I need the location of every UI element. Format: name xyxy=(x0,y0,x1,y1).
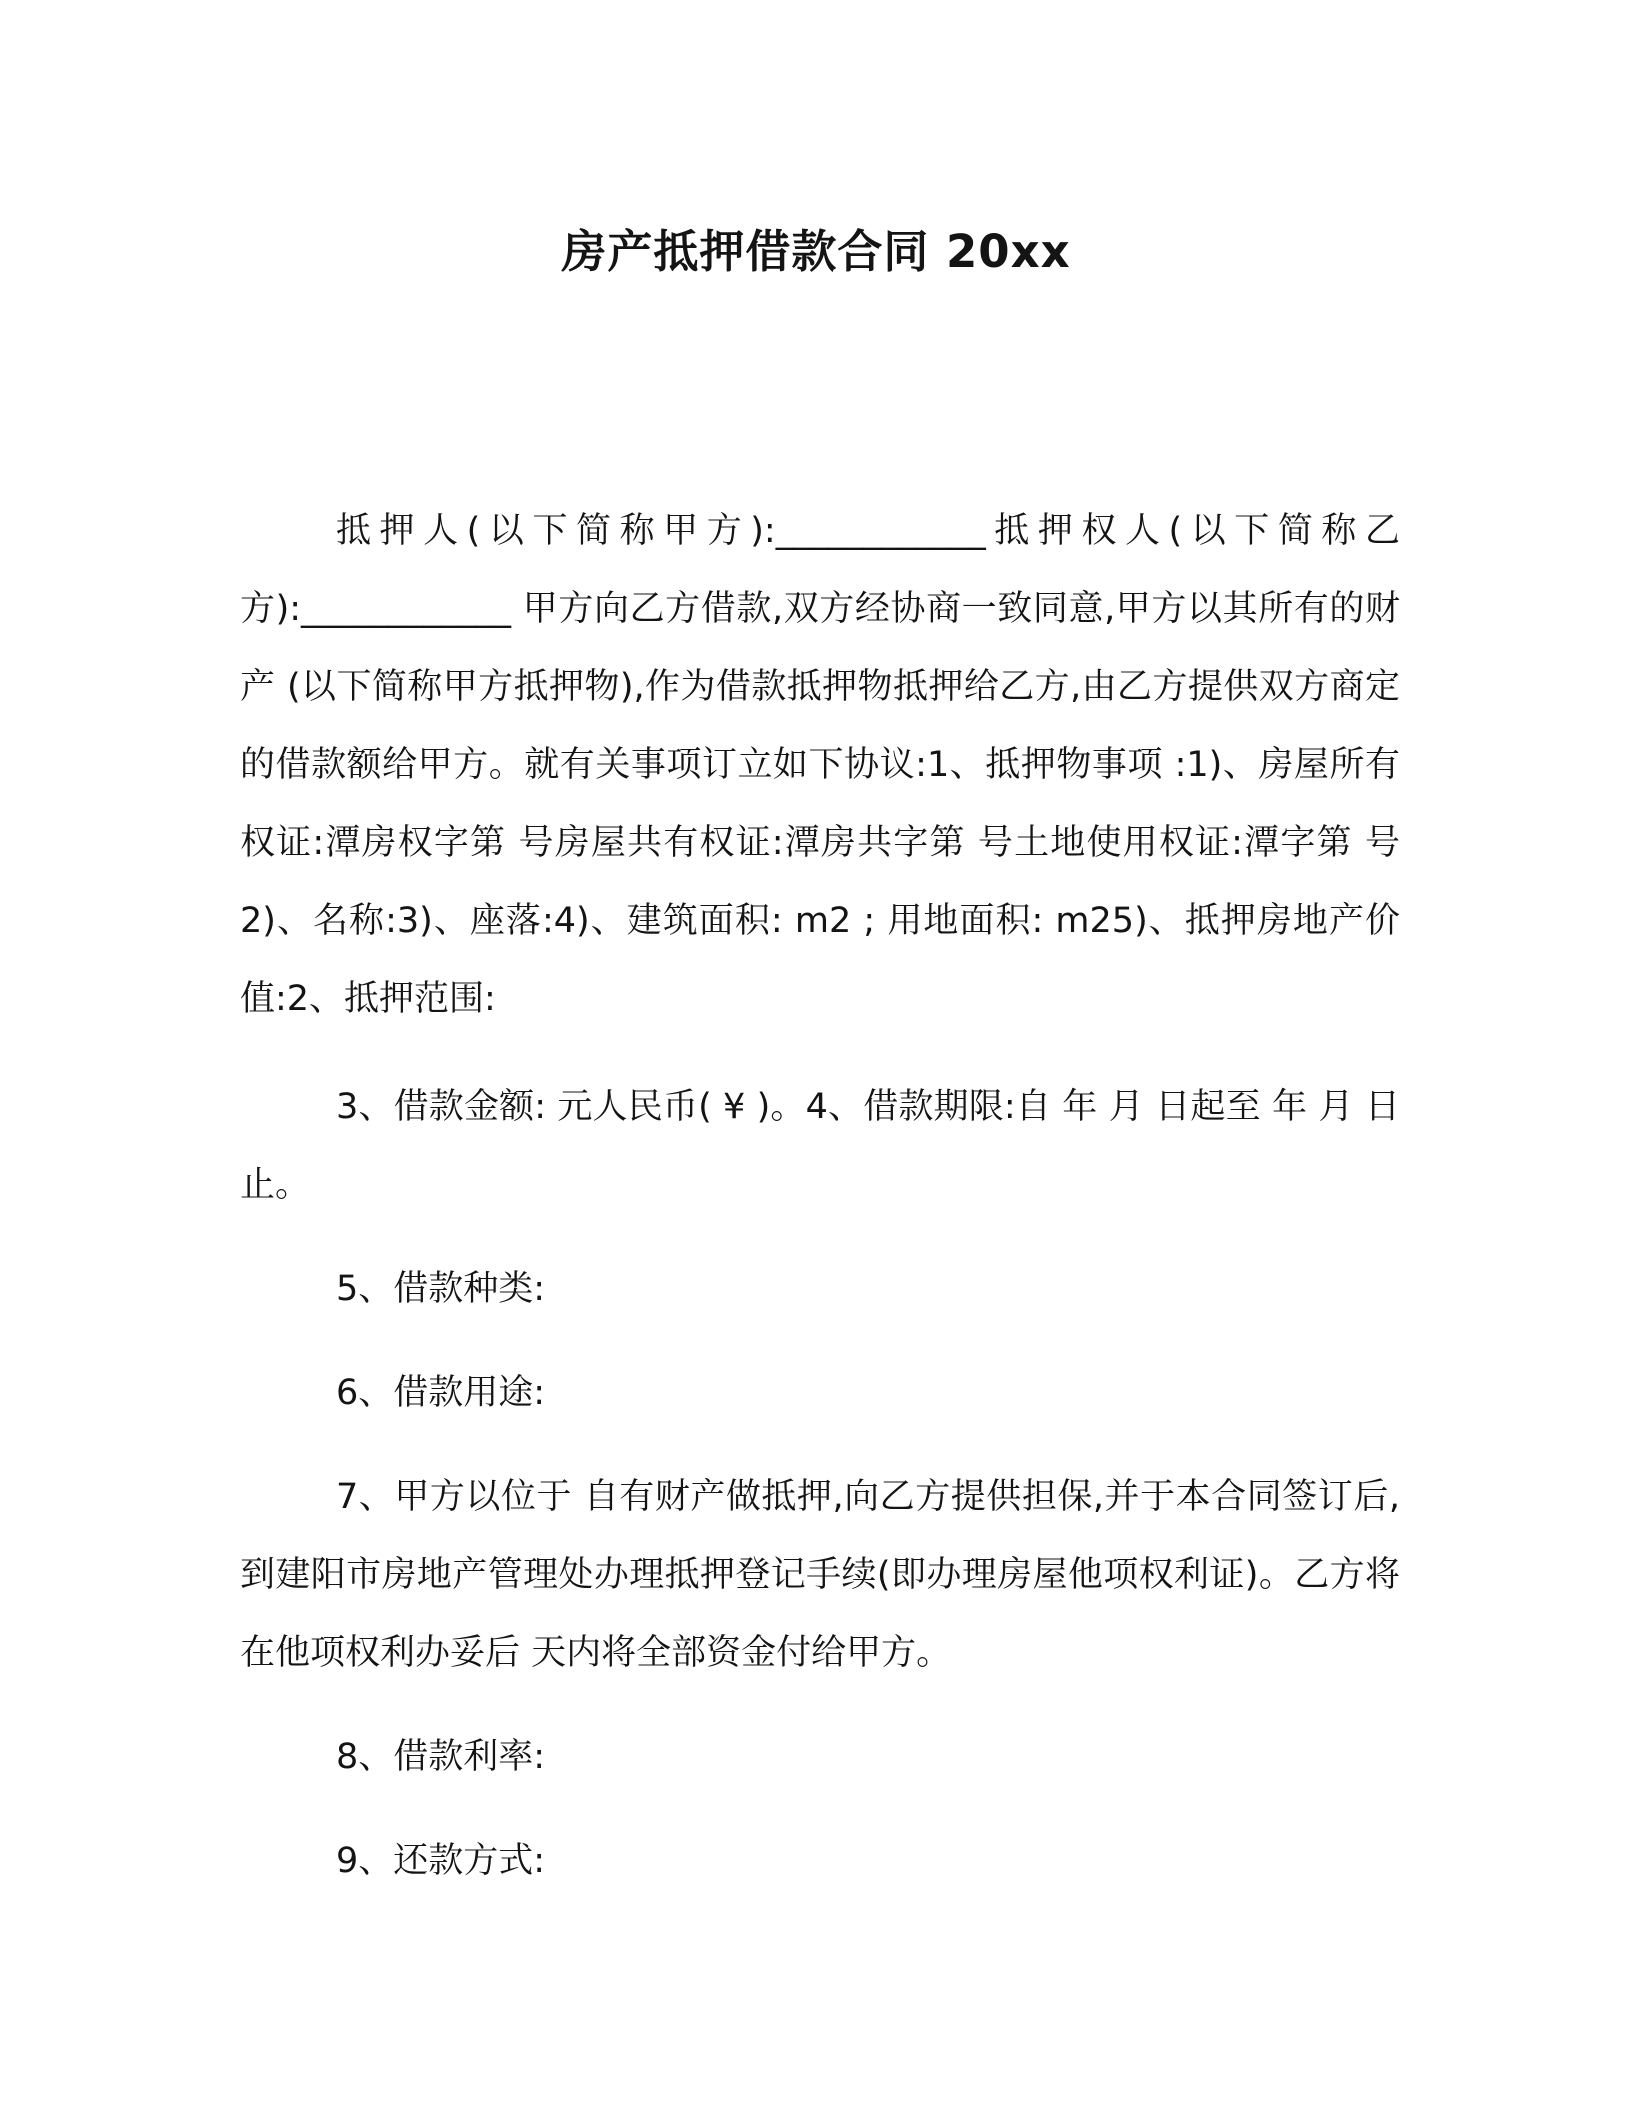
paragraph-interest-rate: 8、借款利率: xyxy=(336,1737,546,1777)
paragraph-loan-amount-term: 3、借款金额: 元人民币( ¥ )。4、借款期限:自 年 月 日起至 年 月 日止。 xyxy=(240,1087,1400,1205)
paragraph-loan-type: 5、借款种类: xyxy=(336,1269,546,1309)
paragraph-repayment-method: 9、还款方式: xyxy=(336,1841,546,1881)
document-title: 房产抵押借款合同 20xx xyxy=(561,225,1071,278)
paragraph-parties-and-collateral: 抵押人(以下简称甲方):____________抵押权人(以下简称乙方):____________ 甲方向乙方借款,双方经协商一致同意,甲方以其所有的财产 (以下简称甲方抵押物),作为借款抵押物抵押给乙方,由乙方提供双方商定的借款额给甲方。就有关事项订立如下协议:1、抵押物事项 :1)、房屋所有权证:潭房权字第 号房屋共有权证:潭房共字第 号土地使用权证:潭字第 号 2)、名称:3)、座落:4)、建筑面积: m2 ; 用地面积: m25)、抵押房地产价值:2、抵押范围: xyxy=(240,511,1412,1019)
paragraph-loan-purpose: 6、借款用途: xyxy=(336,1373,546,1413)
paragraph-mortgage-registration: 7、甲方以位于 自有财产做抵押,向乙方提供担保,并于本合同签订后,到建阳市房地产管理处办理抵押登记手续(即办理房屋他项权利证)。乙方将在他项权利办妥后 天内将全部资金付给甲方。 xyxy=(240,1477,1400,1673)
document-body xyxy=(240,492,1412,1900)
